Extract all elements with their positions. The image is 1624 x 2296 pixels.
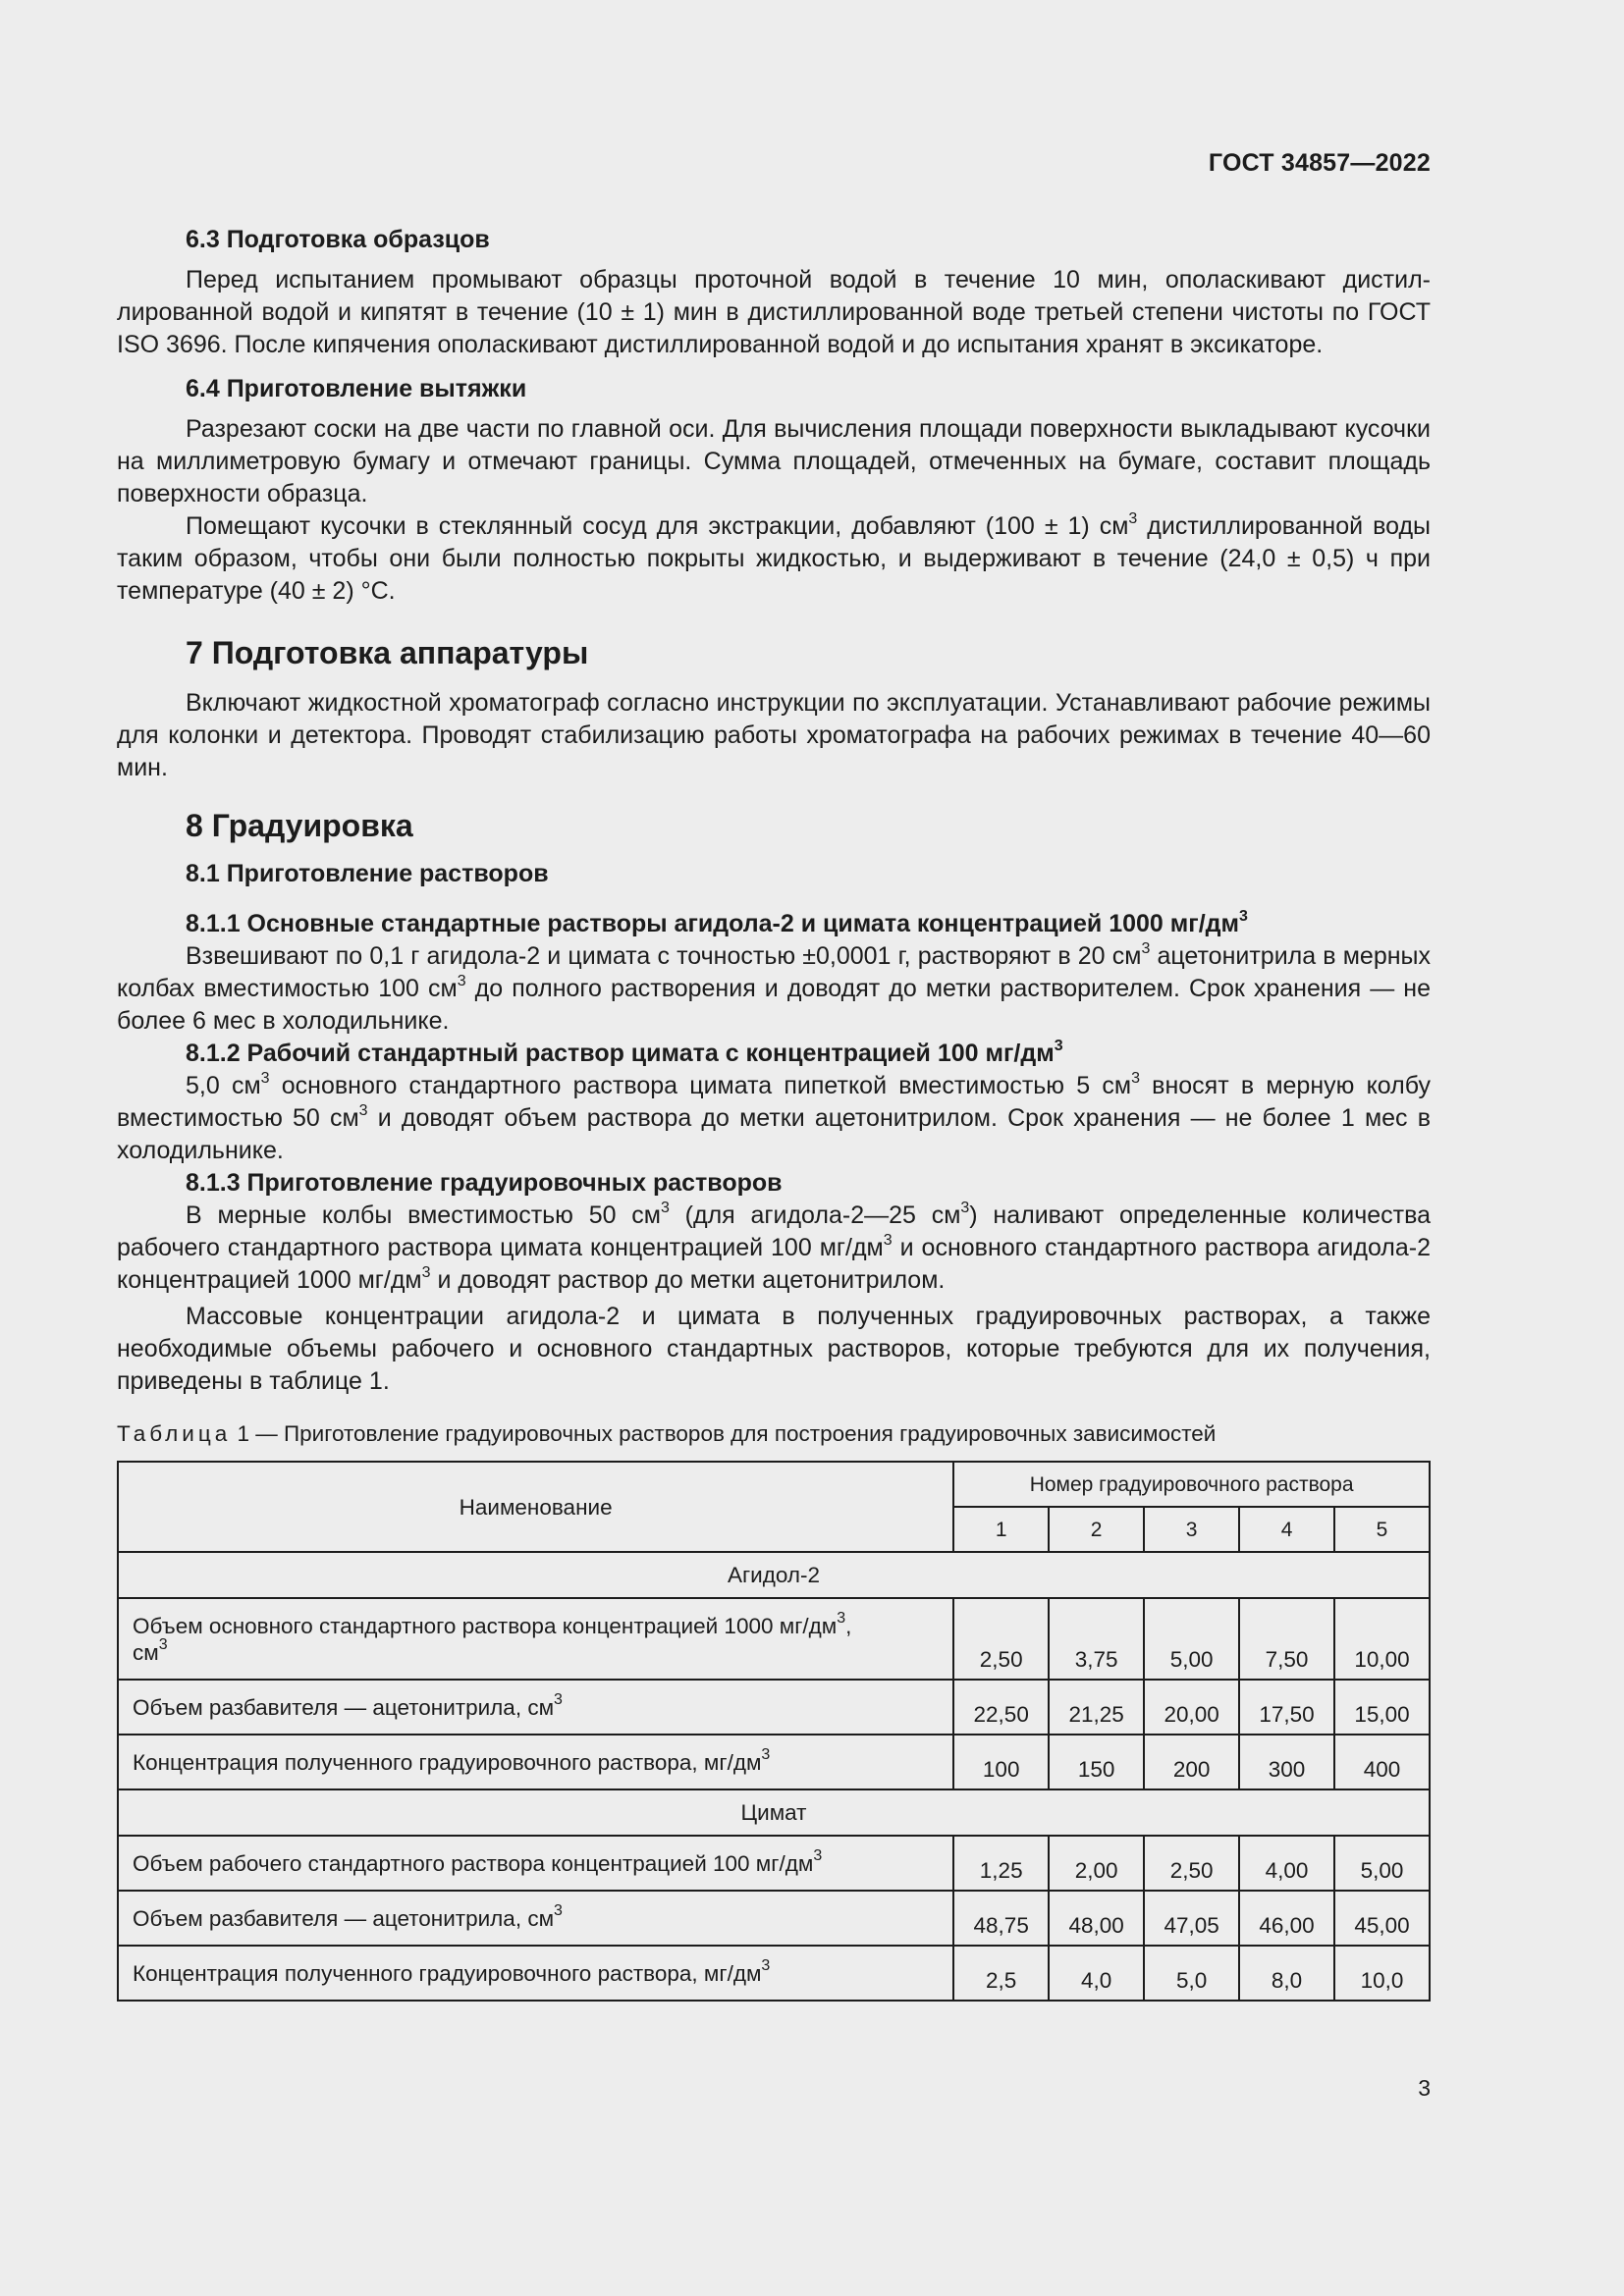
section-8-1-2-title: 8.1.2 Рабочий стандартный раствор цимата с концентрацией 100 $мг/дм^3$: [186, 1037, 1063, 1067]
cell-value: 10,0: [1334, 1946, 1430, 2001]
section-6-3-title: 6.3 Подготовка образцов: [186, 226, 490, 253]
cell-value: 45,00: [1334, 1891, 1430, 1946]
table-row: [118, 1891, 1430, 1946]
row-label: Концентрация полученного градуировочного раствора, $мг/дм^3$: [118, 1946, 953, 2001]
cell-value: 3,75: [1049, 1598, 1144, 1680]
column-header-4: 4: [1239, 1507, 1334, 1552]
column-header-2: 2: [1049, 1507, 1144, 1552]
document-id: ГОСТ 34857—2022: [1208, 149, 1431, 177]
row-label: Концентрация полученного градуировочного раствора, $мг/дм^3$: [118, 1735, 953, 1789]
section-6-4-title: 6.4 Приготовление вытяжки: [186, 375, 527, 402]
cell-value: 10,00: [1334, 1598, 1430, 1680]
cell-value: 17,50: [1239, 1680, 1334, 1735]
column-header-solution-number: Номер градуировочного раствора: [953, 1462, 1430, 1507]
cell-value: 1,25: [953, 1836, 1049, 1891]
table-row: [118, 1598, 1430, 1680]
section-6-4-paragraph-1: Разрезают соски на две части по главной оси. Для вычисления площади поверхности выкладывают кусочки на миллиметровую бумагу и отмечают границы. Сумма площадей, отмеченных на бумаге, составит площадь поверхности образца.: [117, 415, 1431, 507]
cell-value: 2,5: [953, 1946, 1049, 2001]
column-header-3: 3: [1144, 1507, 1239, 1552]
cell-value: 5,00: [1144, 1598, 1239, 1680]
calibration-table: [117, 1461, 1431, 2002]
cell-value: 48,75: [953, 1891, 1049, 1946]
cell-value: 5,00: [1334, 1836, 1430, 1891]
table-section-agidol: Агидол-2: [118, 1552, 1430, 1598]
page-number: 3: [1418, 2075, 1431, 2101]
table-row: [118, 1735, 1430, 1789]
table-section-cimat: Цимат: [118, 1789, 1430, 1836]
row-label: Объем основного стандартного раствора концентрацией 1000 $мг/дм^3$, $см^3$: [118, 1598, 953, 1680]
column-header-name: Наименование: [118, 1462, 953, 1552]
table-caption: Таблица 1 — Приготовление градуировочных растворов для построения градуировочных зависимостей: [117, 1421, 1217, 1446]
section-8-1-1-title: 8.1.1 Основные стандартные растворы агидола-2 и цимата концентрацией 1000 $мг/дм^3$: [186, 907, 1248, 937]
section-6-3-paragraph: Перед испытанием промывают образцы проточной водой в течение 10 мин, ополаскивают дистиллированной водой и кипятят в течение (10 ± 1) мин в дистиллированной воде третьей степени чистоты по ГОСТ ISO 3696. После кипячения ополаскивают дистиллированной водой и до испытания хранят в эксикаторе.: [117, 266, 1431, 358]
cell-value: 47,05: [1144, 1891, 1239, 1946]
cell-value: 200: [1144, 1735, 1239, 1789]
row-label: Объем рабочего стандартного раствора концентрацией 100 $мг/дм^3$: [118, 1836, 953, 1891]
table-row: [118, 1946, 1430, 2001]
section-6-4-paragraph-2: Помещают кусочки в стеклянный сосуд для экстракции, добавляют (100 ± 1) $см^3$ дистиллированной воды таким образом, чтобы они были полностью покрыты жидкостью, и выдерживают в течение (24,0 ± 0,5) ч при температуре (40 ± 2) °С.: [117, 509, 1431, 605]
section-7-paragraph: Включают жидкостной хроматограф согласно инструкции по эксплуатации. Устанавливают рабочие режимы для колонки и детектора. Проводят стабилизацию работы хроматографа на рабочих режимах в течение 40—60 мин.: [117, 689, 1431, 781]
cell-value: 8,0: [1239, 1946, 1334, 2001]
cell-value: 4,0: [1049, 1946, 1144, 2001]
cell-value: 2,50: [1144, 1836, 1239, 1891]
table-row: [118, 1680, 1430, 1735]
cell-value: 20,00: [1144, 1680, 1239, 1735]
row-label: Объем разбавителя — ацетонитрила, $см^3$: [118, 1891, 953, 1946]
cell-value: 400: [1334, 1735, 1430, 1789]
section-8-1-title: 8.1 Приготовление растворов: [186, 860, 549, 887]
section-8-1-3-title: 8.1.3 Приготовление градуировочных растворов: [186, 1169, 783, 1197]
cell-value: 48,00: [1049, 1891, 1144, 1946]
section-8-1-2-paragraph: 5,0 $см^3$ основного стандартного раствора цимата пипеткой вместимостью 5 $см^3$ вносят в мерную колбу вместимостью 50 $см^3$ и доводят объем раствора до метки ацетонитрилом. Срок хранения — не более 1 мес в холодильнике.: [117, 1069, 1432, 1164]
cell-value: 21,25: [1049, 1680, 1144, 1735]
cell-value: 2,50: [953, 1598, 1049, 1680]
cell-value: 300: [1239, 1735, 1334, 1789]
cell-value: 7,50: [1239, 1598, 1334, 1680]
row-label: Объем разбавителя — ацетонитрила, $см^3$: [118, 1680, 953, 1735]
cell-value: 4,00: [1239, 1836, 1334, 1891]
cell-value: 150: [1049, 1735, 1144, 1789]
table-row: [118, 1836, 1430, 1891]
cell-value: 15,00: [1334, 1680, 1430, 1735]
column-header-1: 1: [953, 1507, 1049, 1552]
cell-value: 100: [953, 1735, 1049, 1789]
column-header-5: 5: [1334, 1507, 1430, 1552]
document-body: [117, 224, 1431, 2002]
cell-value: 22,50: [953, 1680, 1049, 1735]
cell-value: 2,00: [1049, 1836, 1144, 1891]
section-7-title: 7 Подготовка аппаратуры: [186, 635, 589, 670]
section-8-1-1-paragraph: Взвешивают по 0,1 г агидола-2 и цимата с точностью ±0,0001 г, растворяют в 20 $см^3$ ацетонитрила в мерных колбах вместимостью 100 $см^3$ до полного растворения и доводят до метки растворителем. Срок хранения — не более 6 мес в холодильнике.: [117, 939, 1432, 1035]
section-8-title: 8 Градуировка: [186, 808, 413, 843]
cell-value: 5,0: [1144, 1946, 1239, 2001]
section-8-1-3-paragraph-2: Массовые концентрации агидола-2 и цимата в полученных градуировочных растворах, а также необходимые объемы рабочего и основного стандартных растворов, которые требуются для их получения, приведены в таблице 1.: [117, 1303, 1431, 1395]
cell-value: 46,00: [1239, 1891, 1334, 1946]
section-8-1-3-paragraph-1: В мерные колбы вместимостью 50 $см^3$ (для агидола-2—25 $см^3$) наливают определенные количества рабочего стандартного раствора цимата концентрацией 100 $мг/дм^3$ и основного стандартного раствора агидола-2 концентрацией 1000 $мг/дм^3$ и доводят раствор до метки ацетонитрилом.: [117, 1199, 1432, 1294]
